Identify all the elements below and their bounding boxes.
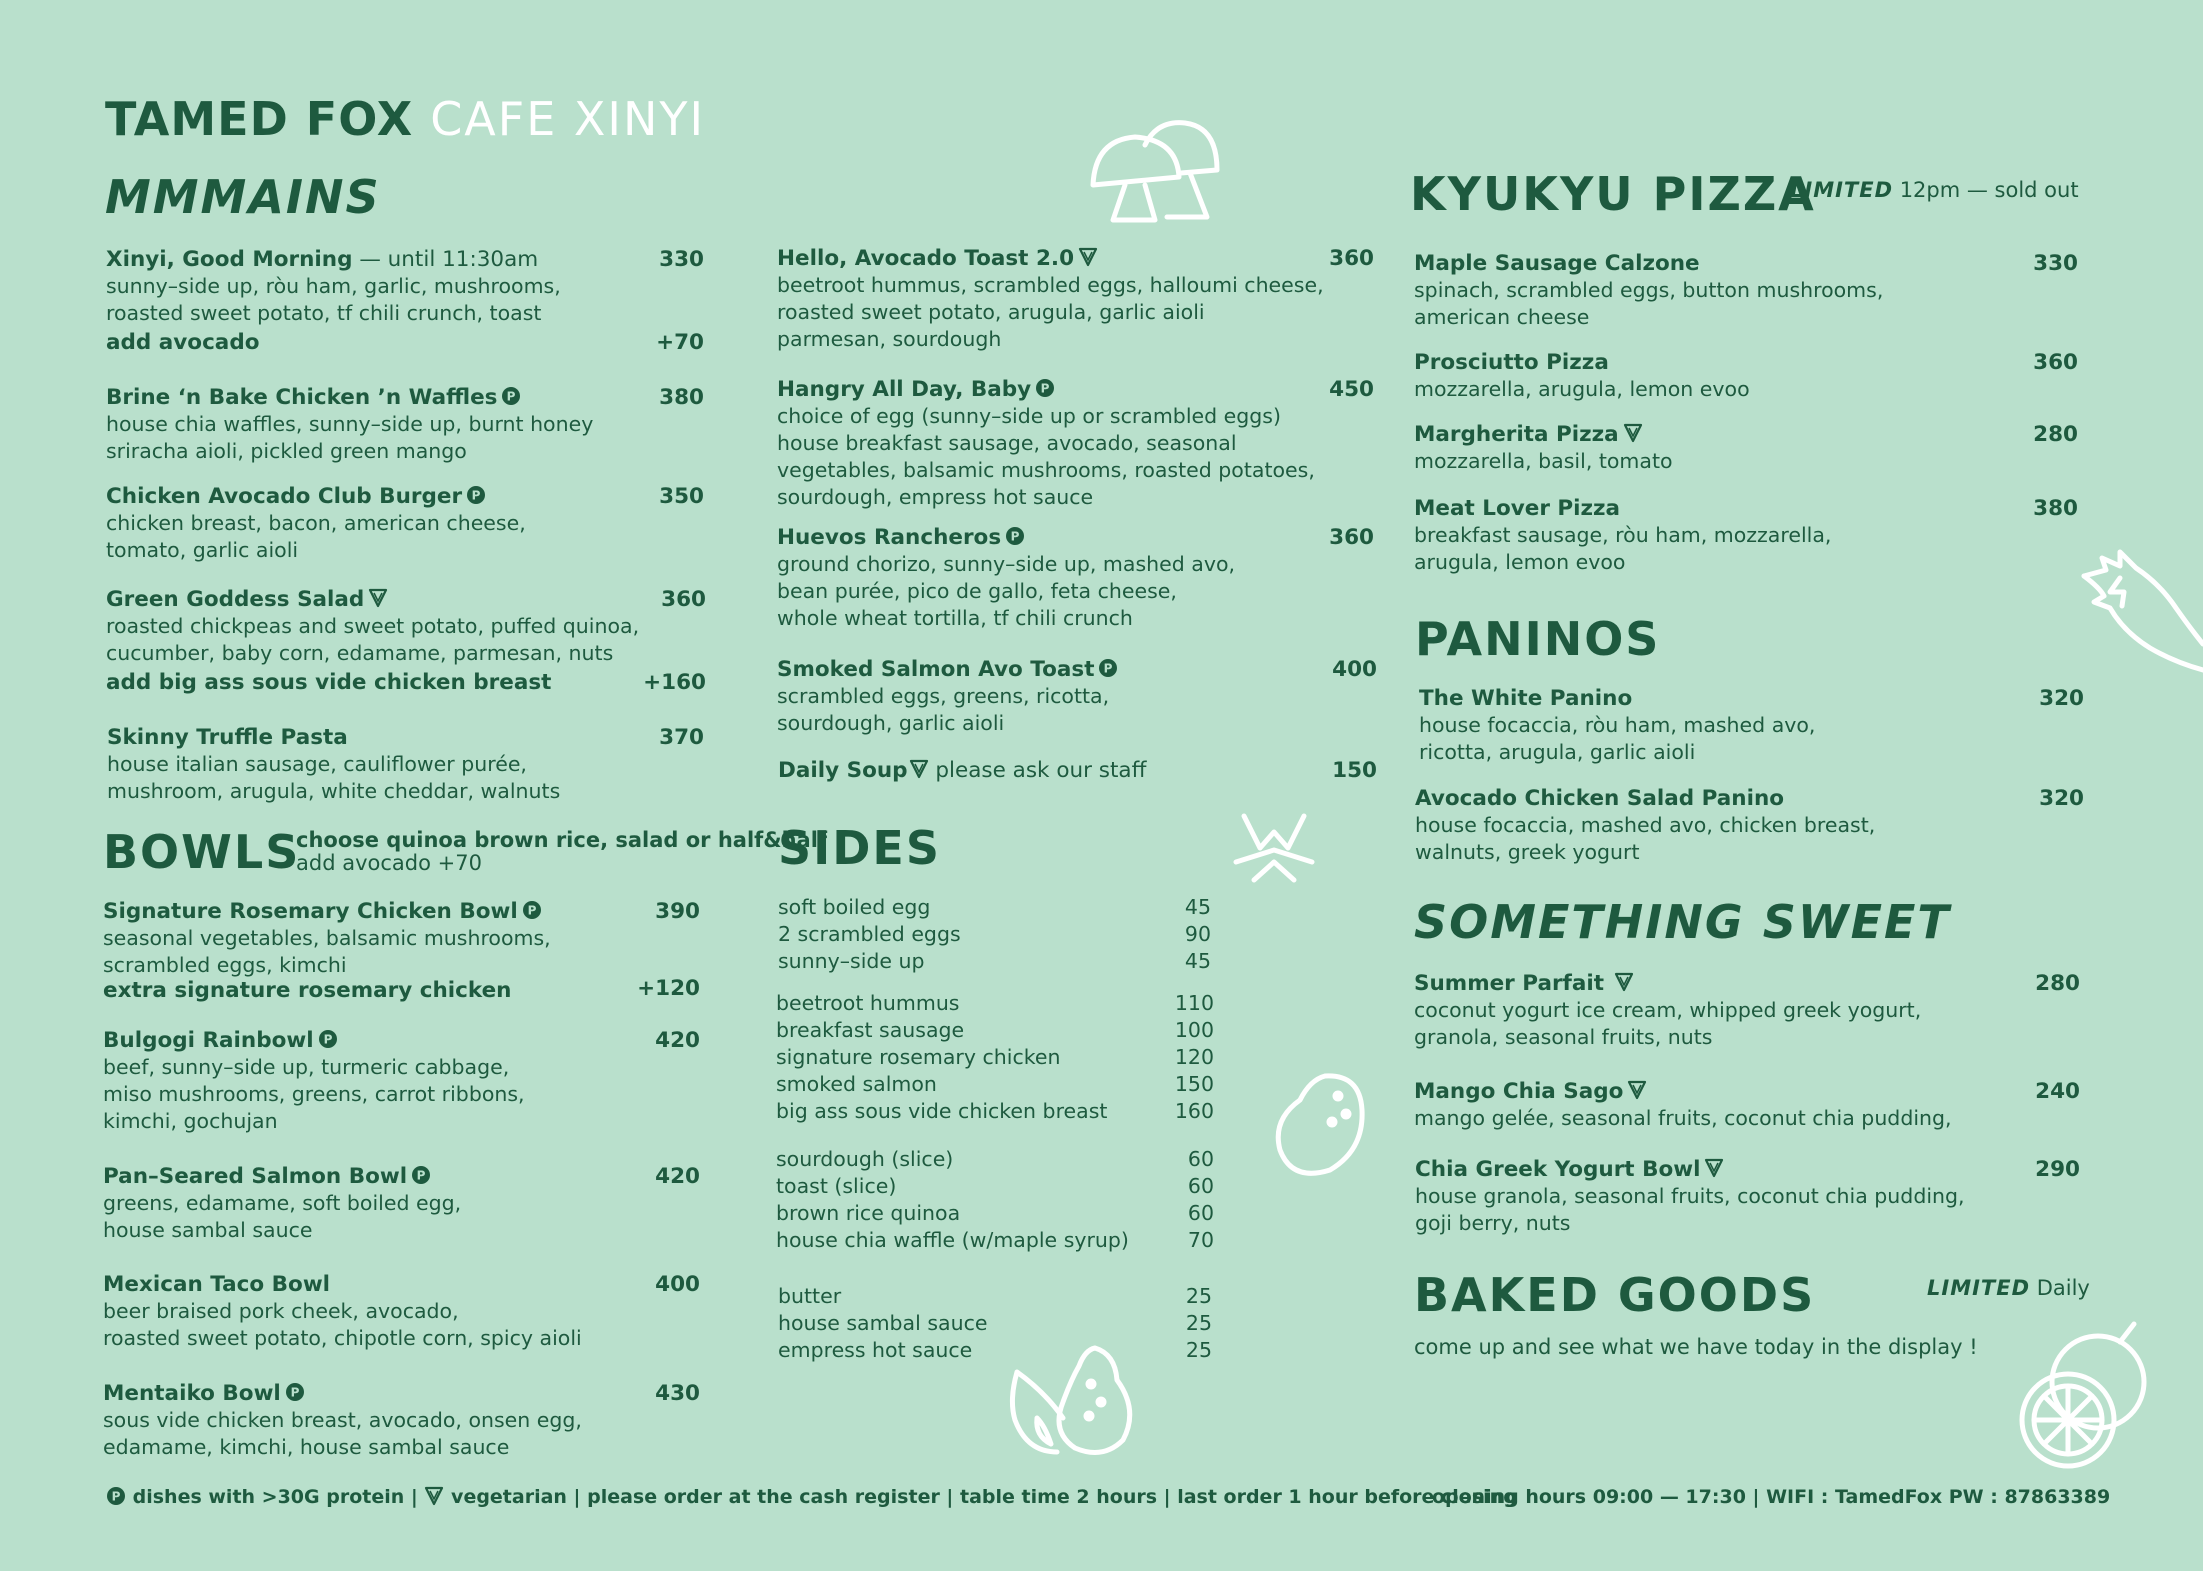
item-price: 390 [655, 899, 700, 924]
side-line: signature rosemary chicken 120 [776, 1045, 1214, 1069]
item-desc: seasonal vegetables, balsamic mushrooms, scrambled eggs, kimchi [103, 926, 551, 977]
menu-item [1414, 349, 2078, 403]
side-line: sunny–side up 45 [778, 949, 1211, 973]
item-extra: extra signature rosemary chicken +120 [103, 979, 700, 1003]
item-extra-price: +120 [637, 976, 700, 1001]
item-desc: roasted chickpeas and sweet potato, puffed quinoa, cucumber, baby corn, edamame, parmesan, nuts [106, 614, 640, 665]
item-desc: coconut yogurt ice cream, whipped greek yogurt, granola, seasonal fruits, nuts [1414, 998, 1922, 1049]
item-name: Huevos Rancheros P [777, 525, 1025, 550]
side-line: soft boiled egg 45 [778, 895, 1211, 919]
protein-icon [318, 1029, 338, 1049]
svg-text:P: P [1040, 381, 1050, 396]
menu-item [107, 724, 704, 805]
item-name: Chia Greek Yogurt Bowl [1415, 1157, 1724, 1182]
brand-location: CAFE XINYI [430, 92, 706, 146]
menu-item [106, 246, 704, 358]
item-desc: chicken breast, bacon, american cheese, tomato, garlic aioli [106, 511, 526, 562]
vegetarian-icon [368, 588, 388, 608]
section-title-pizza: KYUKYU PIZZA [1410, 167, 1816, 221]
item-desc: house granola, seasonal fruits, coconut chia pudding, goji berry, nuts [1415, 1184, 1965, 1235]
bowls-note: choose quinoa brown rice, salad or half&half [296, 828, 828, 852]
item-desc: scrambled eggs, greens, ricotta, sourdough, garlic aioli [777, 684, 1110, 735]
item-desc: beef, sunny–side up, turmeric cabbage, miso mushrooms, greens, carrot ribbons, kimchi, gochujan [103, 1055, 525, 1133]
menu-item [103, 1027, 700, 1135]
item-name: Bulgogi Rainbowl P [103, 1028, 338, 1053]
item-price: 450 [1329, 377, 1374, 402]
menu-item [778, 757, 1377, 784]
item-price: 350 [659, 484, 704, 509]
brand-title [105, 92, 705, 146]
bowls-avocado-note: add avocado +70 [296, 851, 482, 875]
protein-icon [1005, 526, 1025, 546]
side-line: toast (slice) 60 [776, 1174, 1214, 1198]
protein-icon [1098, 658, 1118, 678]
item-price: 360 [1329, 246, 1374, 271]
item-price: 280 [2035, 971, 2080, 996]
item-price: 400 [655, 1272, 700, 1297]
protein-icon [501, 386, 521, 406]
protein-icon [522, 900, 542, 920]
protein-icon [466, 485, 486, 505]
item-desc: mango gelée, seasonal fruits, coconut chia pudding, [1414, 1106, 1952, 1130]
item-name: Signature Rosemary Chicken Bowl P [103, 899, 542, 924]
menu-item [106, 586, 706, 698]
menu-item [777, 524, 1374, 632]
section-title-mains: MMMAINS [105, 170, 381, 224]
item-desc: choice of egg (sunny–side up or scrambled eggs) house breakfast sausage, avocado, seasonal vegetables, balsamic mushrooms, roasted potatoes, sourdough, empress hot sauce [777, 404, 1315, 509]
sides-group [776, 990, 1214, 1125]
item-price: 280 [2033, 422, 2078, 447]
svg-text:P: P [1010, 529, 1020, 544]
sides-group [778, 894, 1211, 975]
item-name: Mexican Taco Bowl [103, 1272, 331, 1297]
item-price: 430 [655, 1381, 700, 1406]
menu-item [106, 483, 704, 564]
side-line: smoked salmon 150 [776, 1072, 1214, 1096]
item-desc: ground chorizo, sunny–side up, mashed avo, bean purée, pico de gallo, feta cheese, whole wheat tortilla, tf chili crunch [777, 552, 1236, 630]
side-line: house chia waffle (w/maple syrup) 70 [776, 1228, 1214, 1252]
menu-item [777, 245, 1374, 353]
baked-limited-note: LIMITED Daily [1927, 1276, 2090, 1300]
item-name: Mentaiko Bowl P [103, 1381, 305, 1406]
protein-icon [106, 1486, 126, 1506]
side-line: empress hot sauce 25 [778, 1338, 1212, 1362]
item-desc: house italian sausage, cauliflower purée, mushroom, arugula, white cheddar, walnuts [107, 752, 561, 803]
item-note: please ask our staff [928, 758, 1147, 783]
item-name: The White Panino [1419, 686, 1633, 711]
menu-item [1414, 250, 2078, 331]
item-price: 360 [2033, 350, 2078, 375]
protein-icon [285, 1382, 305, 1402]
svg-text:P: P [416, 1168, 426, 1183]
vegetarian-icon [1704, 1158, 1724, 1178]
protein-icon [1035, 378, 1055, 398]
item-price: 420 [655, 1028, 700, 1053]
vegetarian-icon [909, 759, 929, 779]
item-desc: sous vide chicken breast, avocado, onsen egg, edamame, kimchi, house sambal sauce [103, 1408, 582, 1459]
side-line: house sambal sauce 25 [778, 1311, 1212, 1335]
vegetarian-icon [1614, 972, 1634, 992]
side-line: butter 25 [778, 1284, 1212, 1308]
item-name: Summer Parfait [1414, 971, 1634, 996]
side-line: breakfast sausage 100 [776, 1018, 1214, 1042]
svg-text:P: P [111, 1489, 121, 1504]
menu-item [103, 898, 700, 1003]
side-line: big ass sous vide chicken breast 160 [776, 1099, 1214, 1123]
item-desc: mozzarella, basil, tomato [1414, 449, 1673, 473]
menu-item [103, 1271, 700, 1352]
item-name: Xinyi, Good Morning — until 11:30am [106, 247, 539, 272]
menu-item [1414, 421, 2078, 475]
footer-hours: opening hours 09:00 — 17:30 | WIFI : TamedFox PW : 87863389 [1432, 1486, 2111, 1508]
item-name: Hello, Avocado Toast 2.0 [777, 246, 1098, 271]
pear-pair-icon [1005, 1340, 1145, 1460]
menu-item [106, 384, 704, 465]
protein-icon [411, 1165, 431, 1185]
avocado-icon [1270, 1070, 1370, 1180]
item-desc: house focaccia, ròu ham, mashed avo, ricotta, arugula, garlic aioli [1419, 713, 1816, 764]
item-price: 240 [2035, 1079, 2080, 1104]
item-price: 360 [661, 587, 706, 612]
svg-text:P: P [527, 903, 537, 918]
menu-item [1414, 495, 2078, 576]
item-price: 380 [659, 385, 704, 410]
item-extra: add big ass sous vide chicken breast +160 [106, 667, 706, 698]
item-desc: breakfast sausage, ròu ham, mozzarella, arugula, lemon evoo [1414, 523, 1832, 574]
baked-desc: come up and see what we have today in the display ! [1414, 1335, 1978, 1359]
menu-item [777, 656, 1377, 737]
item-name: Brine ‘n Bake Chicken ’n Waffles P [106, 385, 521, 410]
fox-tail-icon [2080, 548, 2203, 678]
item-desc: beer braised pork cheek, avocado, roasted sweet potato, chipotle corn, spicy aioli [103, 1299, 582, 1350]
vegetarian-icon [1078, 247, 1098, 267]
item-name: Meat Lover Pizza [1414, 496, 1621, 521]
item-name: Margherita Pizza [1414, 422, 1643, 447]
item-extra-price: +160 [643, 670, 706, 695]
svg-text:P: P [290, 1385, 300, 1400]
sides-group [778, 1283, 1212, 1364]
fox-icon [1232, 810, 1317, 885]
menu-item [1419, 685, 2084, 766]
section-title-sweet: SOMETHING SWEET [1414, 895, 1951, 949]
menu-item [1415, 1156, 2080, 1237]
item-desc: greens, edamame, soft boiled egg, house sambal sauce [103, 1191, 462, 1242]
item-price: 420 [655, 1164, 700, 1189]
item-extra-price: +70 [656, 330, 704, 355]
menu-item [1414, 1078, 2080, 1132]
section-title-baked: BAKED GOODS [1414, 1268, 1816, 1322]
item-note: — until 11:30am [352, 247, 539, 272]
vegetarian-icon [1627, 1080, 1647, 1100]
menu-item [103, 1380, 700, 1461]
item-name: Pan–Seared Salmon Bowl P [103, 1164, 431, 1189]
item-price: 380 [2033, 496, 2078, 521]
brand-name: TAMED FOX [105, 92, 414, 146]
menu-item [1415, 785, 2084, 866]
item-price: 370 [659, 725, 704, 750]
svg-text:P: P [1104, 661, 1113, 676]
side-line: beetroot hummus 110 [776, 991, 1214, 1015]
item-price: 290 [2035, 1157, 2080, 1182]
item-desc: spinach, scrambled eggs, button mushrooms, american cheese [1414, 278, 1884, 329]
item-price: 330 [2033, 251, 2078, 276]
vegetarian-icon [424, 1486, 444, 1506]
footer-legend: P dishes with >30G protein | vegetarian | please order at the cash register | table time 2 hours | last order 1 hour before closing [106, 1486, 1517, 1508]
pizza-limited-note: LIMITED 12pm — sold out [1790, 178, 2079, 202]
item-price: 150 [1332, 758, 1377, 783]
side-line: 2 scrambled eggs 90 [778, 922, 1211, 946]
side-line: brown rice quinoa 60 [776, 1201, 1214, 1225]
section-title-sides: SIDES [778, 821, 941, 875]
item-name: Daily Soup please ask our staff [778, 758, 1147, 783]
item-price: 400 [1332, 657, 1377, 682]
item-name: Green Goddess Salad [106, 587, 388, 612]
item-desc: house focaccia, mashed avo, chicken breast, walnuts, greek yogurt [1415, 813, 1876, 864]
svg-text:P: P [507, 389, 516, 404]
item-price: 320 [2039, 786, 2084, 811]
mushroom-icon [1085, 115, 1230, 225]
orange-icon [2010, 1320, 2150, 1475]
menu-item [777, 376, 1374, 511]
item-price: 330 [659, 247, 704, 272]
item-desc: house chia waffles, sunny–side up, burnt honey sriracha aioli, pickled green mango [106, 412, 594, 463]
item-name: Maple Sausage Calzone [1414, 251, 1700, 276]
item-name: Hangry All Day, Baby P [777, 377, 1055, 402]
item-name: Mango Chia Sago [1414, 1079, 1647, 1104]
item-name: Prosciutto Pizza [1414, 350, 1609, 375]
side-line: sourdough (slice) 60 [776, 1147, 1214, 1171]
svg-text:P: P [471, 488, 481, 503]
sides-group [776, 1146, 1214, 1254]
menu-item [103, 1163, 700, 1244]
item-desc: mozzarella, arugula, lemon evoo [1414, 377, 1750, 401]
svg-text:P: P [323, 1032, 333, 1047]
menu-item [1414, 970, 2080, 1051]
item-price: 360 [1329, 525, 1374, 550]
item-price: 320 [2039, 686, 2084, 711]
item-desc: beetroot hummus, scrambled eggs, halloumi cheese, roasted sweet potato, arugula, garlic aioli parmesan, sourdough [777, 273, 1324, 351]
vegetarian-icon [1623, 423, 1643, 443]
item-name: Chicken Avocado Club Burger P [106, 484, 486, 509]
item-desc: sunny–side up, ròu ham, garlic, mushrooms, roasted sweet potato, tf chili crunch, toast [106, 274, 561, 325]
item-name: Avocado Chicken Salad Panino [1415, 786, 1785, 811]
item-extra: add avocado +70 [106, 327, 704, 358]
item-name: Skinny Truffle Pasta [107, 725, 348, 750]
section-title-paninos: PANINOS [1415, 612, 1661, 666]
section-title-bowls: BOWLS [103, 825, 301, 879]
item-name: Smoked Salmon Avo Toast P [777, 657, 1118, 682]
